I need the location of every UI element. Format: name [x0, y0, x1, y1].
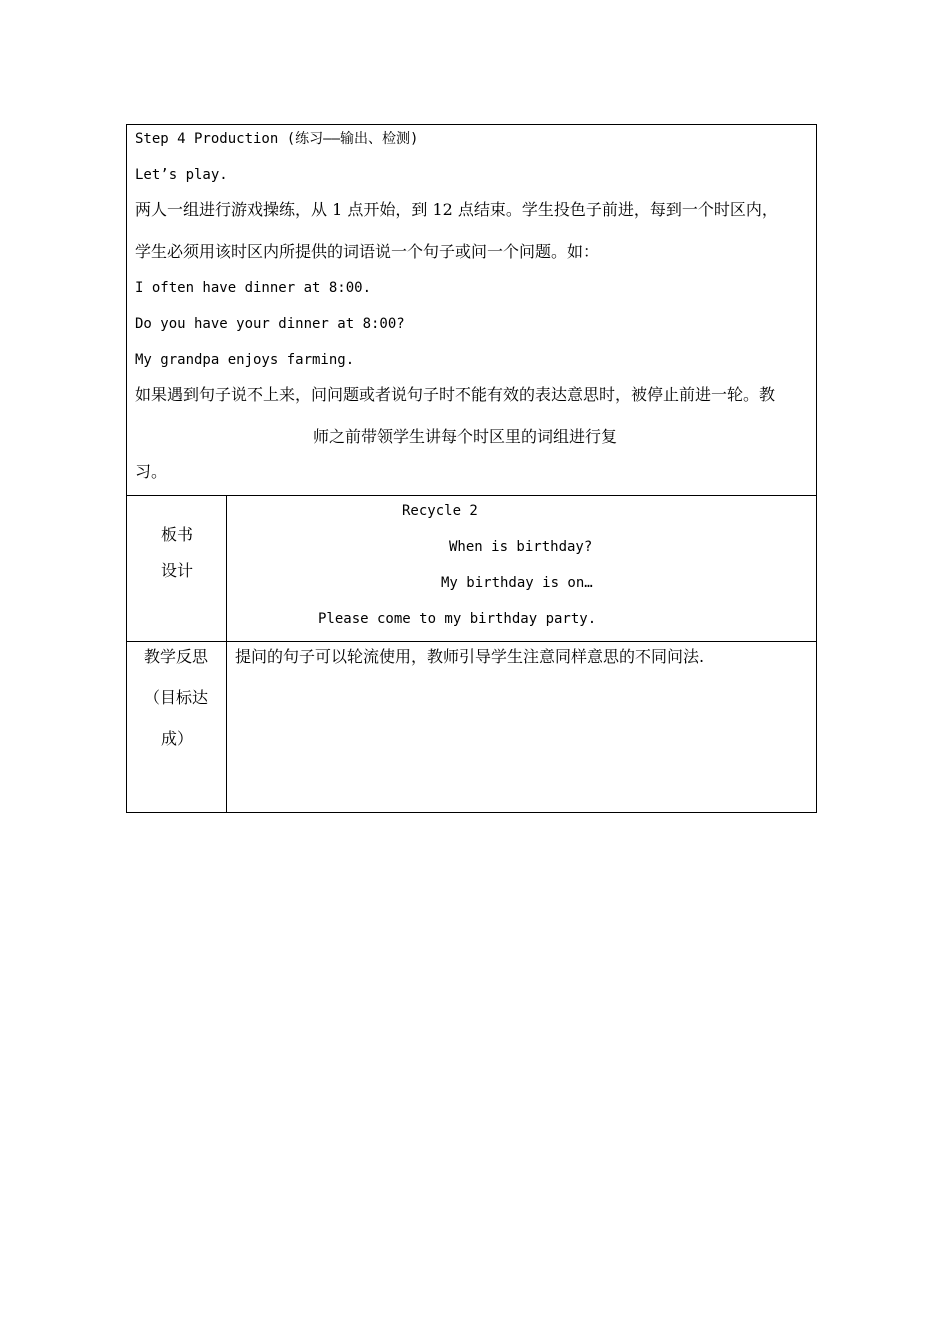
reflection-label-cell — [127, 642, 227, 813]
production-cell — [127, 125, 817, 496]
board-label-line-1: 板书 — [161, 525, 194, 544]
board-design-label-cell — [127, 496, 227, 642]
board-label-line-2: 设计 — [161, 561, 194, 580]
example-sentence-1: I often have dinner at 8:00. — [135, 280, 372, 296]
reflection-label-line-3: 成） — [161, 729, 194, 748]
board-design-row — [127, 496, 817, 642]
lesson-plan-table — [126, 124, 817, 813]
lets-play-text: Let’s play. — [135, 167, 228, 183]
reflection-label-line-1: 教学反思 — [144, 647, 209, 666]
step-heading: Step 4 Production (练习——输出、检测) — [135, 131, 419, 147]
instruction-line-1: 两人一组进行游戏操练，从 1 点开始，到 12 点结束。学生投色子前进，每到一个时区内， — [135, 200, 778, 219]
production-row — [127, 125, 817, 496]
rule-line-3: 习。 — [135, 462, 168, 481]
board-title: Recycle 2 — [402, 503, 478, 519]
reflection-content-cell — [227, 642, 817, 813]
example-sentence-2: Do you have your dinner at 8:00? — [135, 316, 405, 332]
rule-line-1: 如果遇到句子说不上来，问问题或者说句子时不能有效的表达意思时，被停止前进一轮。教 — [135, 385, 776, 404]
reflection-text: 提问的句子可以轮流使用，教师引导学生注意同样意思的不同问法. — [235, 647, 705, 666]
instruction-line-2: 学生必须用该时区内所提供的词语说一个句子或问一个问题。如： — [135, 242, 600, 261]
board-invitation: Please come to my birthday party. — [318, 611, 597, 627]
board-answer: My birthday is on… — [441, 575, 593, 591]
board-design-content-cell — [227, 496, 817, 642]
example-sentence-3: My grandpa enjoys farming. — [135, 352, 355, 368]
board-question: When is birthday? — [449, 539, 593, 555]
rule-line-2: 师之前带领学生讲每个时区里的词组进行复 — [313, 427, 618, 446]
reflection-row — [127, 642, 817, 813]
reflection-label-line-2: （目标达 — [144, 688, 209, 707]
